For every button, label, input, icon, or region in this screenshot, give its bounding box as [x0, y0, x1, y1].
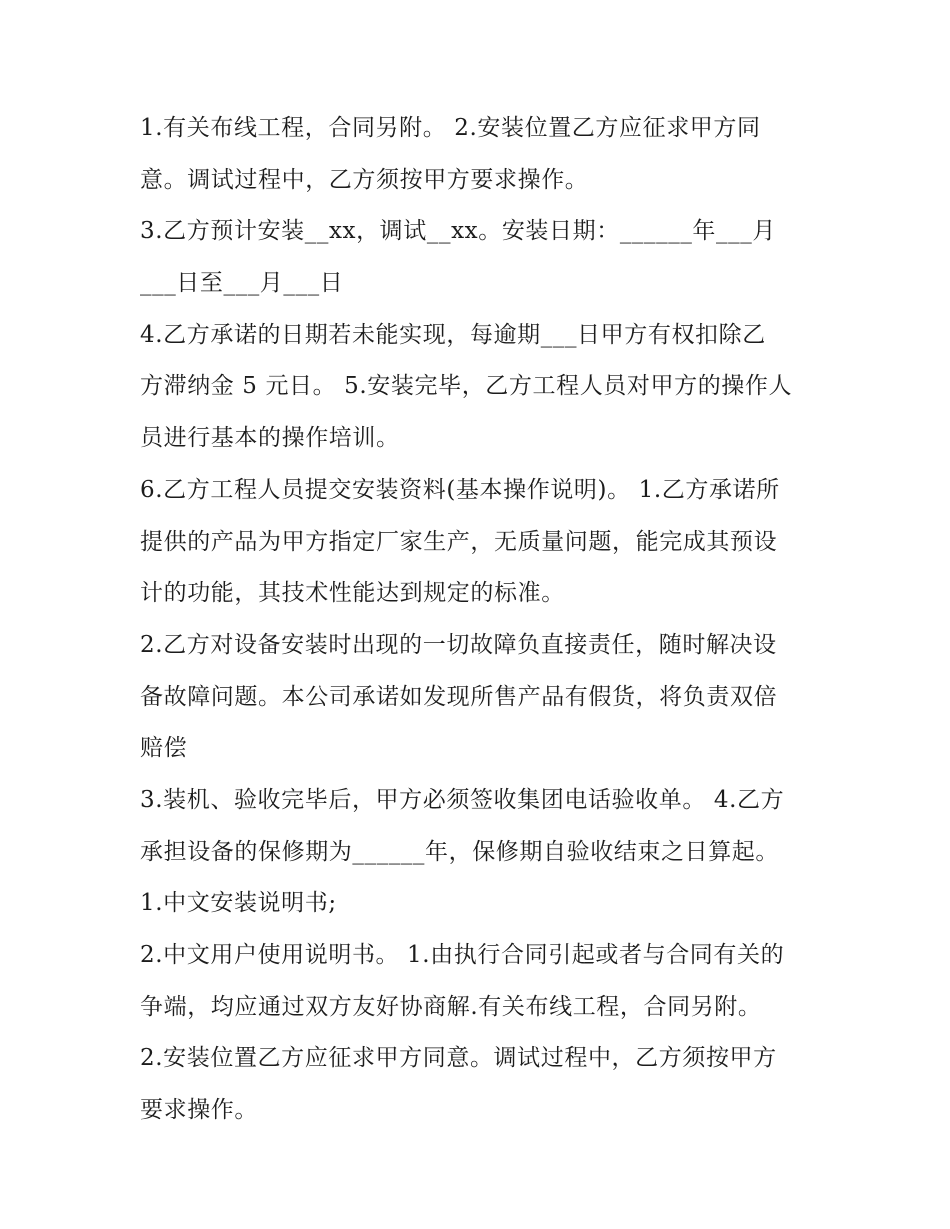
document-body — [140, 103, 820, 1137]
text-line: 2.乙方对设备安装时出现的一切故障负直接责任，随时解决设 — [140, 631, 777, 658]
text-line: 2.安装位置乙方应征求甲方同意。调试过程中，乙方须按甲方 — [140, 1045, 777, 1072]
text-line: 要求操作。 — [140, 1097, 258, 1124]
text-line: 赔偿 — [140, 735, 188, 762]
text-line: 4.乙方承诺的日期若未能实现，每逾期___日甲方有权扣除乙 — [140, 321, 766, 348]
text-line: 3.乙方预计安装__xx，调试__xx。安装日期：______年___月 — [140, 218, 776, 245]
text-line: 提供的产品为甲方指定厂家生产，无质量问题，能完成其预设 — [140, 528, 778, 555]
text-line: 3.装机、验收完毕后，甲方必须签收集团电话验收单。 4.乙方 — [140, 786, 785, 813]
text-line: 意。调试过程中，乙方须按甲方要求操作。 — [140, 166, 589, 193]
text-line: 方滞纳金 5 元日。 5.安装完毕，乙方工程人员对甲方的操作人 — [140, 373, 793, 400]
text-line: 承担设备的保修期为______年，保修期自验收结束之日算起。 — [140, 838, 779, 865]
text-line: ___日至___月___日 — [140, 270, 344, 297]
text-line: 计的功能，其技术性能达到规定的标准。 — [140, 580, 565, 607]
text-line: 1.中文安装说明书; — [140, 890, 337, 917]
text-line: 员进行基本的操作培训。 — [140, 425, 400, 452]
text-line: 2.中文用户使用说明书。 1.由执行合同引起或者与合同有关的 — [140, 942, 785, 968]
text-line: 6.乙方工程人员提交安装资料(基本操作说明)。 1.乙方承诺所 — [140, 476, 780, 503]
text-line: 1.有关布线工程，合同另附。 2.安装位置乙方应征求甲方同 — [140, 115, 761, 141]
text-line: 备故障问题。本公司承诺如发现所售产品有假货，将负责双倍 — [140, 683, 778, 710]
text-line: 争端，均应通过双方友好协商解.有关布线工程，合同另附。 — [140, 993, 762, 1020]
